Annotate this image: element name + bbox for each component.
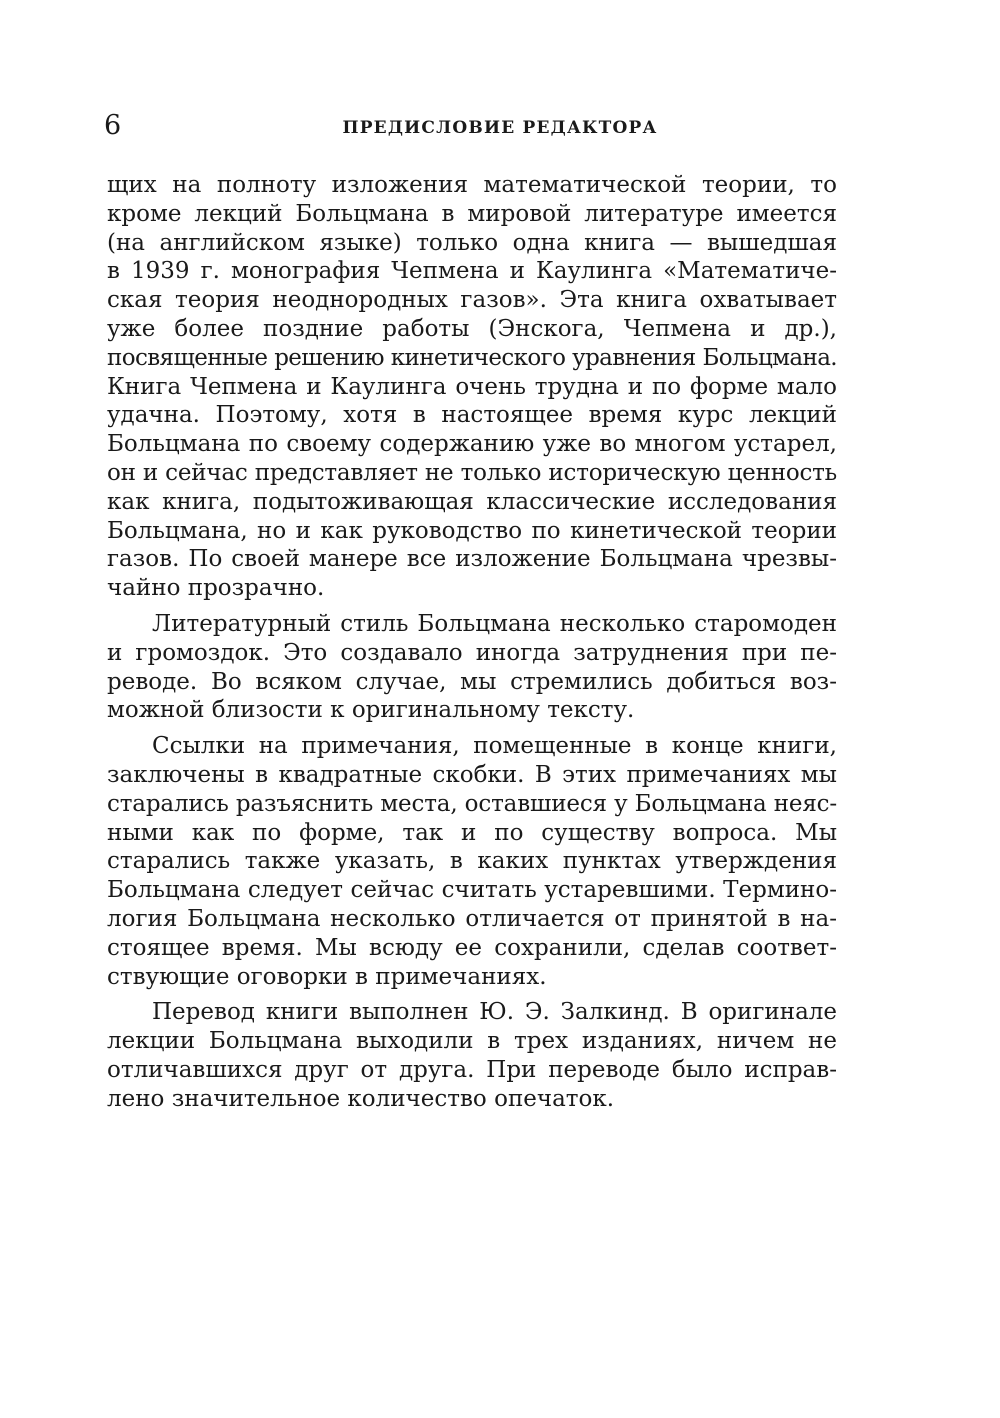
text-line: старались также указать, в каких пунктах утверждения xyxy=(107,848,837,875)
text-line: в 1939 г. монография Чепмена и Каулинга «Математиче- xyxy=(107,258,837,285)
text-line: заключены в квадратные скобки. В этих примечаниях мы xyxy=(107,761,837,788)
text-line: ствующие оговорки в примечаниях. xyxy=(107,963,547,990)
running-title: ПРЕДИСЛОВИЕ РЕДАКТОРА xyxy=(342,118,658,138)
paragraph-3 xyxy=(107,732,837,991)
text-line: и громоздок. Это создавало иногда затруднения при пе- xyxy=(107,639,837,666)
text-line: отличавшихся друг от друга. При переводе было исправ- xyxy=(107,1056,837,1083)
text-line: газов. По своей манере все изложение Больцмана чрезвы- xyxy=(107,546,837,573)
text-line: Ссылки на примечания, помещенные в конце книги, xyxy=(152,733,837,760)
paragraph-1 xyxy=(107,171,837,603)
text-line: ными как по форме, так и по существу вопроса. Мы xyxy=(107,819,837,846)
text-line: как книга, подытоживающая классические исследования xyxy=(107,488,837,515)
text-line: посвященные решению кинетического уравнения Больцмана. xyxy=(107,344,837,371)
text-line: реводе. Во всяком случае, мы стремились добиться воз- xyxy=(107,668,837,695)
text-line: удачна. Поэтому, хотя в настоящее время курс лекций xyxy=(107,402,837,429)
page-number: 6 xyxy=(104,110,122,141)
text-line: лено значительное количество опечаток. xyxy=(107,1085,615,1112)
paragraph-2 xyxy=(107,610,837,725)
text-line: стоящее время. Мы всюду ее сохранили, сделав соответ- xyxy=(107,934,837,961)
text-line: Перевод книги выполнен Ю. Э. Залкинд. В оригинале xyxy=(152,999,837,1026)
text-line: старались разъяснить места, оставшиеся у Больцмана неяс- xyxy=(107,790,837,817)
text-line: Больцмана, но и как руководство по кинетической теории xyxy=(107,517,837,544)
paragraph-4 xyxy=(107,998,837,1113)
text-line: чайно прозрачно. xyxy=(107,575,325,602)
text-line: щих на полноту изложения математической теории, то xyxy=(107,172,837,198)
text-line: логия Больцмана несколько отличается от принятой в на- xyxy=(107,905,837,932)
text-line: можной близости к оригинальному тексту. xyxy=(107,697,635,724)
text-line: он и сейчас представляет не только историческую ценность xyxy=(107,459,837,486)
text-line: Литературный стиль Больцмана несколько старомоден xyxy=(152,610,837,637)
text-line: Больцмана по своему содержанию уже во многом устарел, xyxy=(107,431,837,458)
body-text xyxy=(107,171,837,1114)
text-line: кроме лекций Больцмана в мировой литературе имеется xyxy=(107,200,837,227)
text-line: Больцмана следует сейчас считать устаревшими. Термино- xyxy=(107,877,837,904)
text-line: уже более поздние работы (Энскога, Чепмена и др.), xyxy=(107,315,837,342)
text-line: Книга Чепмена и Каулинга очень трудна и по форме мало xyxy=(107,373,837,400)
text-line: лекции Больцмана выходили в трех изданиях, ничем не xyxy=(107,1028,837,1055)
text-line: ская теория неоднородных газов». Эта книга охватывает xyxy=(107,287,837,314)
text-line: (на английском языке) только одна книга — вышедшая xyxy=(107,229,837,256)
